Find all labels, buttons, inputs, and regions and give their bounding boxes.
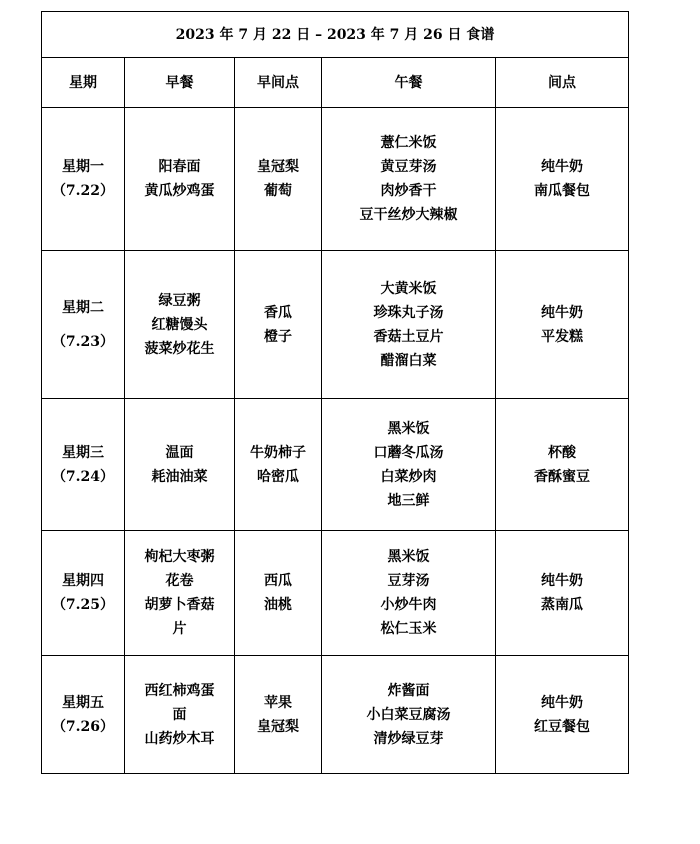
header-morning-snack: 早间点 — [235, 58, 322, 108]
breakfast-cell: 西红柿鸡蛋 面 山药炒木耳 — [125, 656, 235, 774]
afternoon-snack-cell: 纯牛奶 平发糕 — [496, 251, 629, 399]
table-row — [42, 656, 629, 774]
day-cell: 星期四 （7.25） — [42, 531, 125, 656]
table-row — [42, 531, 629, 656]
header-day: 星期 — [42, 58, 125, 108]
header-row — [42, 58, 629, 108]
breakfast-cell: 枸杞大枣粥 花卷 胡萝卜香菇 片 — [125, 531, 235, 656]
morning-snack-cell: 皇冠梨 葡萄 — [235, 108, 322, 251]
day-cell: 星期二 （7.23） — [42, 251, 125, 399]
day-cell: 星期五 （7.26） — [42, 656, 125, 774]
header-lunch: 午餐 — [322, 58, 496, 108]
lunch-cell: 薏仁米饭 黄豆芽汤 肉炒香干 豆干丝炒大辣椒 — [322, 108, 496, 251]
lunch-cell: 炸酱面 小白菜豆腐汤 清炒绿豆芽 — [322, 656, 496, 774]
afternoon-snack-cell: 纯牛奶 蒸南瓜 — [496, 531, 629, 656]
table-row — [42, 251, 629, 399]
morning-snack-cell: 苹果 皇冠梨 — [235, 656, 322, 774]
afternoon-snack-cell: 纯牛奶 红豆餐包 — [496, 656, 629, 774]
menu-table — [41, 11, 629, 774]
morning-snack-cell: 西瓜 油桃 — [235, 531, 322, 656]
menu-title: 2023 年 7 月 22 日 – 2023 年 7 月 26 日 食谱 — [42, 12, 629, 58]
lunch-cell: 黑米饭 口蘑冬瓜汤 白菜炒肉 地三鲜 — [322, 399, 496, 531]
breakfast-cell: 温面 耗油油菜 — [125, 399, 235, 531]
morning-snack-cell: 牛奶柿子 哈密瓜 — [235, 399, 322, 531]
afternoon-snack-cell: 杯酸 香酥蜜豆 — [496, 399, 629, 531]
lunch-cell: 黑米饭 豆芽汤 小炒牛肉 松仁玉米 — [322, 531, 496, 656]
breakfast-cell: 绿豆粥 红糖馒头 菠菜炒花生 — [125, 251, 235, 399]
breakfast-cell: 阳春面 黄瓜炒鸡蛋 — [125, 108, 235, 251]
header-afternoon-snack: 间点 — [496, 58, 629, 108]
table-row — [42, 399, 629, 531]
header-breakfast: 早餐 — [125, 58, 235, 108]
afternoon-snack-cell: 纯牛奶 南瓜餐包 — [496, 108, 629, 251]
lunch-cell: 大黄米饭 珍珠丸子汤 香菇土豆片 醋溜白菜 — [322, 251, 496, 399]
day-cell: 星期一 （7.22） — [42, 108, 125, 251]
morning-snack-cell: 香瓜 橙子 — [235, 251, 322, 399]
day-cell: 星期三 （7.24） — [42, 399, 125, 531]
table-row — [42, 108, 629, 251]
